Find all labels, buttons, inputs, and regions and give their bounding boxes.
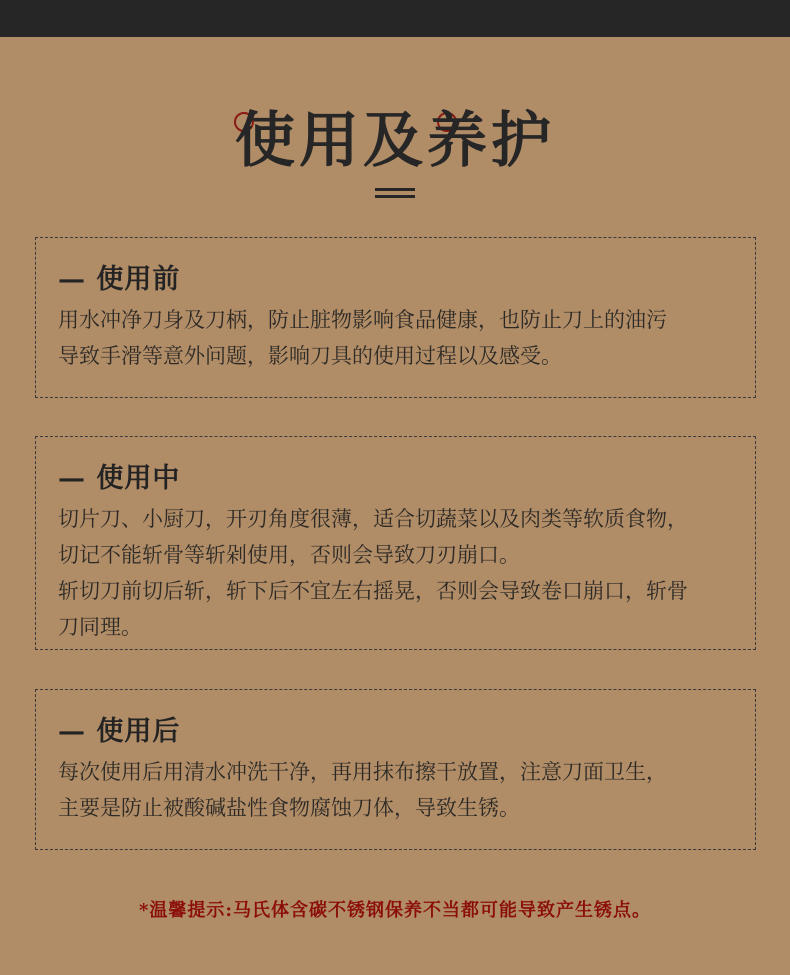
- section-line: 切记不能斩骨等斩剁使用，否则会导致刀刃崩口。: [58, 543, 520, 567]
- section-line: 用水冲净刀身及刀柄，防止脏物影响食品健康，也防止刀上的油污: [58, 308, 667, 332]
- section-line: 主要是防止被酸碱盐性食物腐蚀刀体，导致生锈。: [58, 796, 520, 820]
- section-line: 刀同理。: [58, 615, 142, 639]
- section-line: 每次使用后用清水冲洗干净，再用抹布擦干放置，注意刀面卫生，: [58, 760, 667, 784]
- section-line: 斩切刀前切后斩，斩下后不宜左右摇晃，否则会导致卷口崩口，斩骨: [58, 579, 688, 603]
- title-underline-icon: [375, 188, 415, 202]
- section-heading: — 使用后: [58, 716, 181, 747]
- top-bar: [0, 0, 790, 37]
- section-line: 导致手滑等意外问题，影响刀具的使用过程以及感受。: [58, 344, 562, 368]
- section-after-use: [35, 689, 756, 850]
- section-before-use: [35, 237, 756, 398]
- title-area: [0, 96, 790, 186]
- page-title: 使用及养护: [235, 106, 555, 176]
- section-heading: — 使用前: [58, 264, 181, 295]
- section-during-use: [35, 436, 756, 650]
- warm-tip: *温馨提示:马氏体含碳不锈钢保养不当都可能导致产生锈点。: [138, 900, 652, 921]
- section-line: 切片刀、小厨刀，开刃角度很薄，适合切蔬菜以及肉类等软质食物，: [58, 507, 688, 531]
- section-heading: — 使用中: [58, 463, 181, 494]
